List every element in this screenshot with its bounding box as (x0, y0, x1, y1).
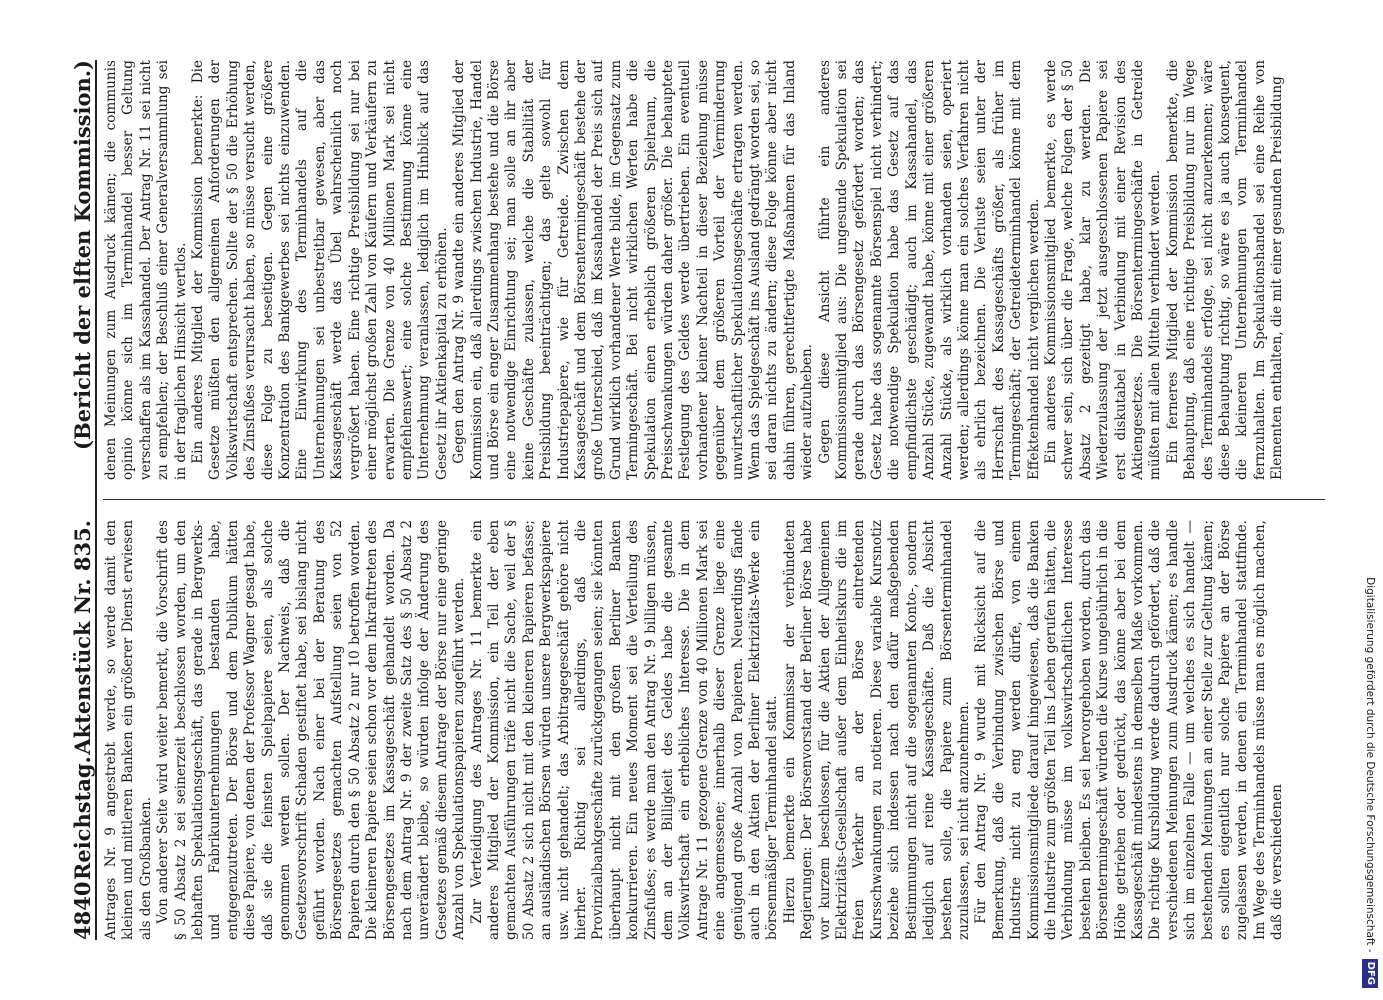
left-column (103, 520, 1325, 940)
right-paragraph: Gegen diese Ansicht führte ein anderes Kommissionsmitglied aus: Die ungesunde Spekulation sei gerade durch das Börsengesetz gefördert worden; das Gesetz habe das sogenannte Börsenspiel nicht verhindert; die notwendige Spekulation habe das Gesetz auf das empfindlichste geschädigt; auch im Kassahandel, das Anzahl Stücke, zugewandt habe, könne mit einer größeren Anzahl Stücke, als wirklich vorhanden seien, operiert werden; allerdings könne man ein solches Verfahren nicht als ehrlich bezeichnen. Die Verluste seien unter der Herrschaft des Kassageschäfts größer, als früher im Termingeschäft; der Getreideterminhandel könne mit dem Effektenhandel nicht verglichen werden. (816, 60, 1042, 480)
funding-credit: Digitalisierung gefördert durch die Deutsche Forschungsgemeinschaft - (1364, 577, 1376, 953)
page-number: 4840 (70, 881, 95, 940)
left-paragraph: Antrages Nr. 9 angestrebt werde, so werde damit den kleinen und mittleren Banken ein größerer Dienst erwiesen als den Großbanken. (103, 520, 154, 940)
header-left (70, 500, 95, 940)
header-right (70, 60, 95, 500)
document-number: Aktenstück Nr. 835. (70, 520, 95, 755)
left-paragraph: Von anderer Seite wird weiter bemerkt, die Vorschrift des § 50 Absatz 2 sei seinerzeit beschlossen worden, um den lebhaften Spekulationsgeschäft, das gerade in Bergwerks- und Fabrikunternehmungen bestanden habe, entgegenzutreten. Der Börse und dem Publikum hätten diese Papiere, von denen der Professor Wagner gesagt habe, daß sie die feinsten Spielpapiere seien, als solche genommen werden sollen. Der Nachweis, daß die Gesetzesvorschrift Schaden gestiftet habe, sei bislang nicht geführt worden. Nach einer bei der Beratung des Börsengesetzes gemachten Aufstellung seien von 52 Papieren durch den § 50 Absatz 2 nur 10 betroffen worden. Die kleineren Papiere seien schon vor dem Inkrafttreten des Börsengesetzes im Kassageschäft gehandelt worden. Da nach dem Antrag Nr. 9 der zweite Satz des § 50 Absatz 2 unverändert bleibe, so würden infolge der Änderung des Gesetzes gemäß diesem Antrage der Börse nur eine geringe Anzahl von Spekulationspapieren zugeführt werden. (155, 520, 468, 940)
left-paragraph: Hierzu bemerkte ein Kommissar der verbündeten Regierungen: Der Börsenvorstand der Berliner Börse habe vor kurzem beschlossen, für die Aktien der Allgemeinen Elektrizitäts-Gesellschaft außer dem Einheitskurs die im freien Verkehr an der Börse eintretenden Kursschwankungen zu notieren. Diese variable Kursnotiz beziehe sich indessen nach den dafür maßgebenden Bestimmungen nicht auf die sogenannten Konto-, sondern lediglich auf reine Kassageschäfte. Daß die Absicht bestehen solle, die Papiere zum Börsenterminhandel zuzulassen, sei nicht anzunehmen. (781, 520, 972, 940)
right-column (103, 60, 1325, 480)
left-paragraph: Für den Antrag Nr. 9 wurde mit Rücksicht auf die Bemerkung, daß die Verbindung zwischen Börse und Industrie nicht zu eng werden dürfe, von einem Kommissionsmitgliede darauf hingewiesen, daß die Banken die Industrie zum größten Teil ins Leben gerufen hätten, die Verbindung müsse im volkswirtschaftlichen Interesse bestehen bleiben. Es sei hervorgehoben worden, durch das Börsentermingeschäft würden die Kurse ungebührlich in die Höhe getrieben oder gedrückt, das könne aber bei dem Kassageschäft mindestens in demselben Maße vorkommen. Die richtige Kursbildung werde dadurch gefördert, daß die verschiedenen Meinungen zum Ausdruck kämen; es handle sich im einzelnen Falle — um welches es sich handelt — bestehenden Meinungen an einer Stelle zur Geltung kämen; es sollten eigentlich nur solche Papiere an der Börse zugelassen werden, in denen ein Terminhandel stattfinde. Im Wege des Terminhandels müsse man es möglich machen, daß die verschiedenen (973, 520, 1286, 940)
digitization-note (1362, 12, 1378, 988)
column-divider (103, 499, 1325, 500)
dfg-logo: DFG (1362, 959, 1378, 988)
right-paragraph: Ein anderes Mitglied der Kommission bemerkte: Die Gesetze müßten den allgemeinen Anforderungen der Volkswirtschaft entsprechen. Sollte der § 50 die Erhöhung des Zinsfußes verursacht haben, so müsse versucht werden, diese Folge zu beseitigen. Gegen eine größere Konzentration des Bankgewerbes sei nichts einzuwenden. Eine Einwirkung des Terminhandels auf die Unternehmungen sei unbestreitbar gewesen, aber das Kassageschäft werde das Übel wahrscheinlich noch vergrößert haben. Eine richtige Preisbildung sei nur bei einer möglichst großen Zahl von Käufern und Verkäufern zu erwarten. Die Grenze von 40 Millionen Mark sei nicht empfehlenswert; eine solche Bestimmung könne eine Unternehmung veranlassen, lediglich im Hinblick auf das Gesetz ihr Aktienkapital zu erhöhen. (190, 60, 450, 480)
right-paragraph: Gegen den Antrag Nr. 9 wandte ein anderes Mitglied der Kommission ein, daß allerdings zwischen Industrie, Handel und Börse ein enger Zusammenhang bestehe und die Börse eine notwendige Einrichtung sei; man solle an ihr aber keine Geschäfte zulassen, welche die Stabilität der Preisbildung beeinträchtigen; das gelte sowohl für Industriepapiere, wie für Getreide. Zwischen dem Kassageschäft und dem Börsentermingeschäft bestehe der große Unterschied, daß im Kassahandel der Preis sich auf Grund wirklich vorhandener Werte bilde, im Gegensatz zum Termingeschäft. Bei nicht wirklichen Werten habe die Spekulation einen erheblich größeren Spielraum, die Preisschwankungen würden daher größer. Die behauptete Festlegung des Geldes werde übertrieben. Ein eventuell vorhandener kleiner Nachteil in dieser Beziehung müsse gegenüber dem größeren Vorteil der Verminderung unwirtschaftlicher Spekulationsgeschäfte ertragen werden. Wenn das Spielgeschäft ins Ausland gedrängt worden sei, so sei daran nichts zu ändern; diese Folge könne aber nicht dahin führen, gerechtfertigte Maßnahmen für das Inland wieder aufzuheben. (451, 60, 816, 480)
header-left-title: Reichstag. (70, 756, 95, 881)
rotated-page (55, 20, 1335, 980)
header-right-title: (Bericht der elften Kommission.) (70, 60, 95, 450)
left-paragraph: Zur Verteidigung des Antrages Nr. 11 bemerkte ein anderes Mitglied der Kommission, ein Teil der eben gemachten Ausführungen träfe nicht die Sache, weil der § 50 Absatz 2 sich nicht mit den kleineren Papieren befasse; an ausländischen Börsen würden unsere Bergwerkspapiere usw. nicht gehandelt; das Arbitragegeschäft gehöre nicht hierher. Richtig sei allerdings, daß die Provinzialbankgeschäfte zurückgegangen seien; sie könnten überhaupt nicht mit den großen Berliner Banken konkurrieren. Ein neues Moment sei die Verteilung des Zinsfußes; es werde man den Antrag Nr. 9 billigen müssen, dem an der Billigkeit des Geldes habe die gesamte Volkswirtschaft ein erhebliches Interesse. Die in dem Antrage Nr. 11 gezogene Grenze von 40 Millionen Mark sei eine angemessene; innerhalb dieser Grenze liege eine genügend große Anzahl von Papieren. Neuerdings fände auch in den Aktien der Berliner Elektrizitäts-Werke ein börsenmäßiger Terminhandel statt. (468, 520, 781, 940)
right-paragraph: Ein ferneres Mitglied der Kommission bemerkte, die Behauptung, daß eine richtige Preisbildung nur im Wege des Terminhandels erfolge, sei nicht anzuerkennen; wäre diese Behauptung richtig, so wäre es ja auch konsequent, die kleineren Unternehmungen vom Terminhandel fernzuhalten. Im Spekulationshandel sei eine Reihe von Elementen enthalten, die mit einer gesunden Preisbildung (1164, 60, 1286, 480)
right-paragraph: Ein anderes Kommissionsmitglied bemerkte, es werde schwer sein, sich über die Frage, welche Folgen der § 50 Absatz 2 gezeitigt habe, klar zu werden. Die Wiederzulassung der jetzt ausgeschlossenen Papiere sei erst diskutabel in Verbindung mit einer Revision des Aktiengesetzes. Die Börsentermingeschäfte in Getreide müßten mit allen Mitteln verhindert werden. (1042, 60, 1164, 480)
right-paragraph: denen Meinungen zum Ausdruck kämen; die communis opinio könne sich im Terminhandel besser Geltung verschaffen als im Kassahandel. Der Antrag Nr. 11 sei nicht zu empfehlen; der Beschluß einer Generalversammlung sei in der fraglichen Hinsicht wertlos. (103, 60, 189, 480)
digitization-note-text (1362, 12, 1378, 988)
page-header (63, 60, 97, 940)
